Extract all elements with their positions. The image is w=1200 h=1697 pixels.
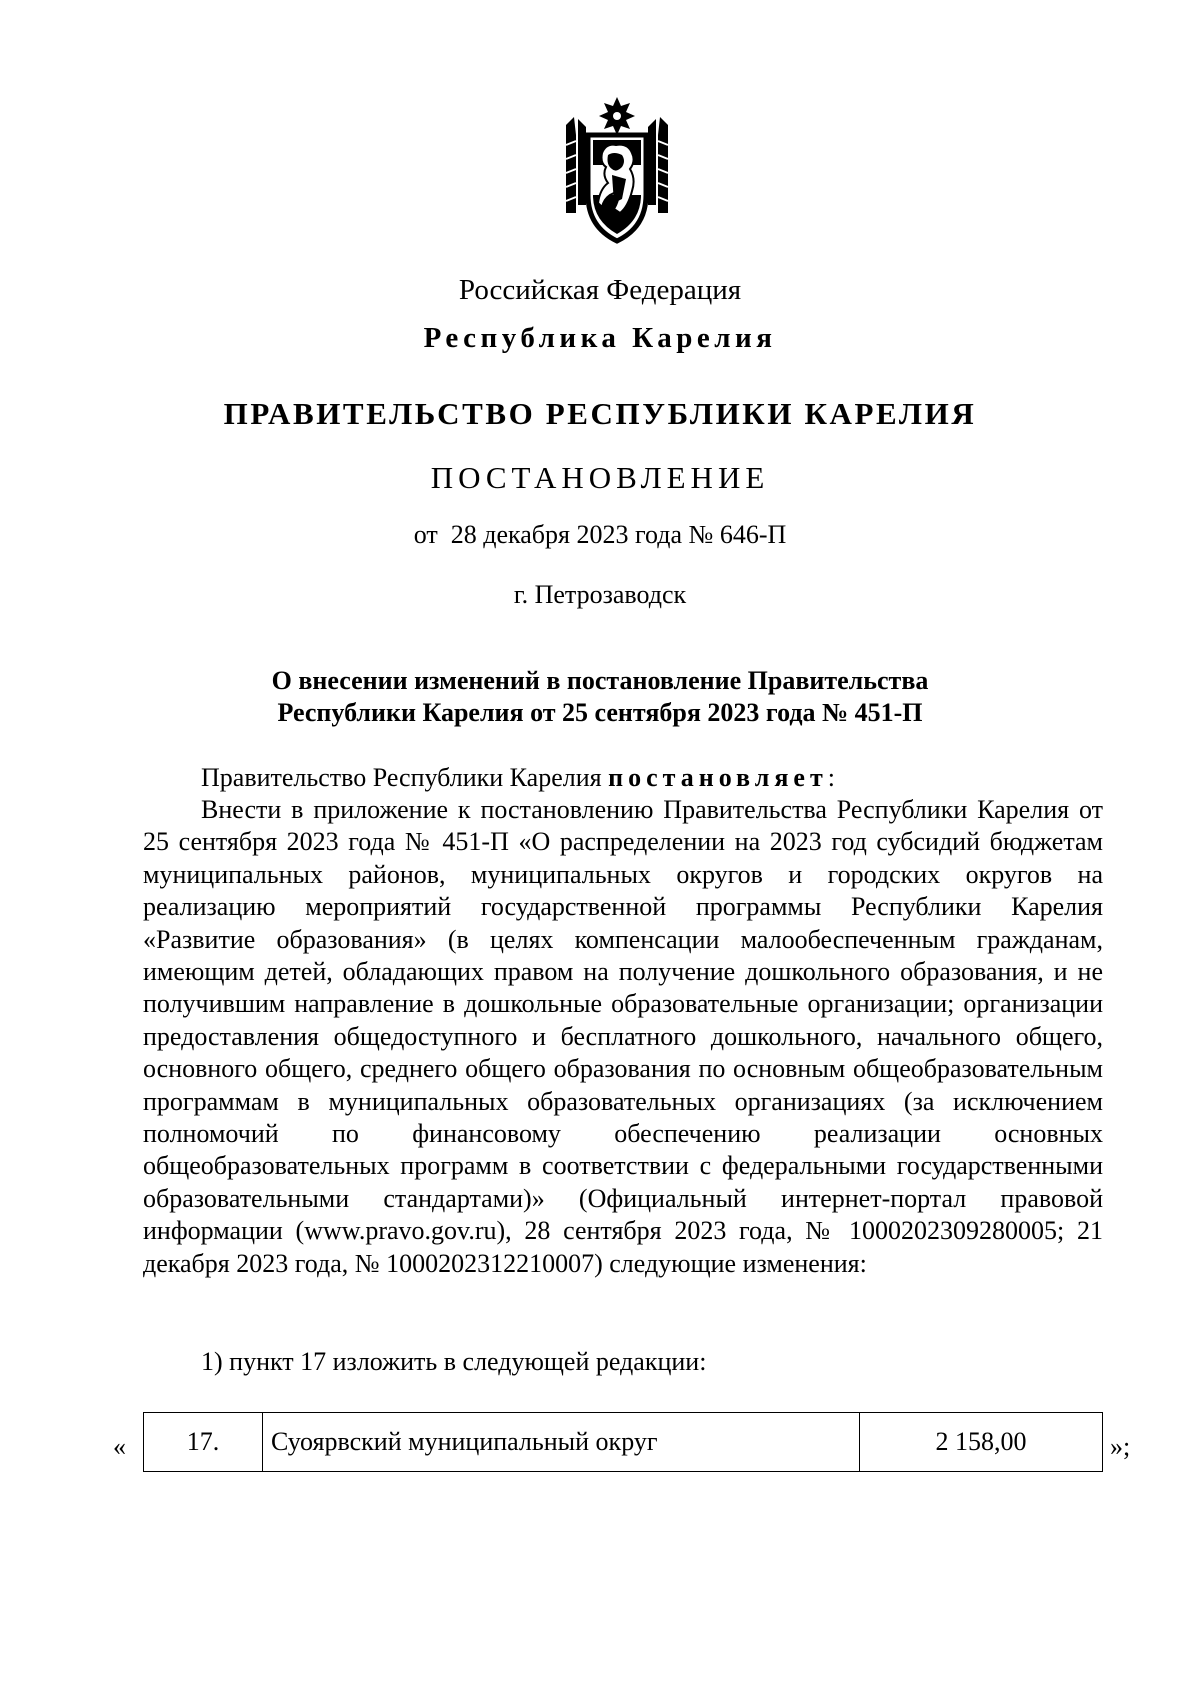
document-date-number: от 28 декабря 2023 года № 646-П [413,520,787,549]
closing-quote: »; [1110,1432,1131,1461]
government-name: ПРАВИТЕЛЬСТВО РЕСПУБЛИКИ КАРЕЛИЯ [223,396,977,431]
document-title [0,665,1200,729]
amendment-table [143,1412,1103,1472]
amendment-item-text: 1) пункт 17 изложить в следующей редакции: [201,1347,707,1376]
republic-name: Республика Карелия [423,322,777,354]
karelia-coat-of-arms-icon [562,95,672,247]
amendment-item [143,1346,1103,1378]
document-type: ПОСТАНОВЛЕНИЕ [430,460,770,495]
title-line-2: Республики Карелия от 25 сентября 2023 года № 451-П [277,698,923,727]
row-number: 17. [144,1413,263,1472]
resolution-intro [143,762,1103,794]
document-city: г. Петрозаводск [513,580,687,609]
country-name: Российская Федерация [458,274,742,306]
row-municipality: Суоярвский муниципальный округ [263,1413,860,1472]
intro-colon: : [827,763,835,792]
opening-quote: « [113,1432,126,1461]
table-row [144,1413,1103,1472]
intro-verb: постановляет [608,763,828,792]
title-line-1: О внесении изменений в постановление Правительства [271,666,929,695]
resolution-body [143,794,1103,1280]
intro-subject: Правительство Республики Карелия [201,763,609,792]
row-amount: 2 158,00 [860,1413,1103,1472]
body-paragraph: Внести в приложение к постановлению Правительства Республики Карелия от 25 сентября 2023 года № 451-П «О распределении на 2023 год субсидий бюджетам муниципальных районов, муниципальных округов и городских округов на реализацию мероприятий государственной программы Республики Карелия «Развитие образования» (в целях компенсации малообеспеченным гражданам, имеющим детей, обладающих правом на получение дошкольного образования, и не получившим направление в дошкольные образовательные организации; организации предоставления общедоступного и бесплатного дошкольного, начального общего, основного общего, среднего общего образования по основным общеобразовательным программам в муниципальных образовательных организациях (за исключением полномочий по финансовому обеспечению реализации основных общеобразовательных программ в соответствии с федеральными государственными образовательными стандартами)» (Официальный интернет-портал правовой информации (www.pravo.gov.ru), 28 сентября 2023 года, № 1000202309280005; 21 декабря 2023 года, № 1000202312210007) следующие изменения: [143,795,1103,1278]
